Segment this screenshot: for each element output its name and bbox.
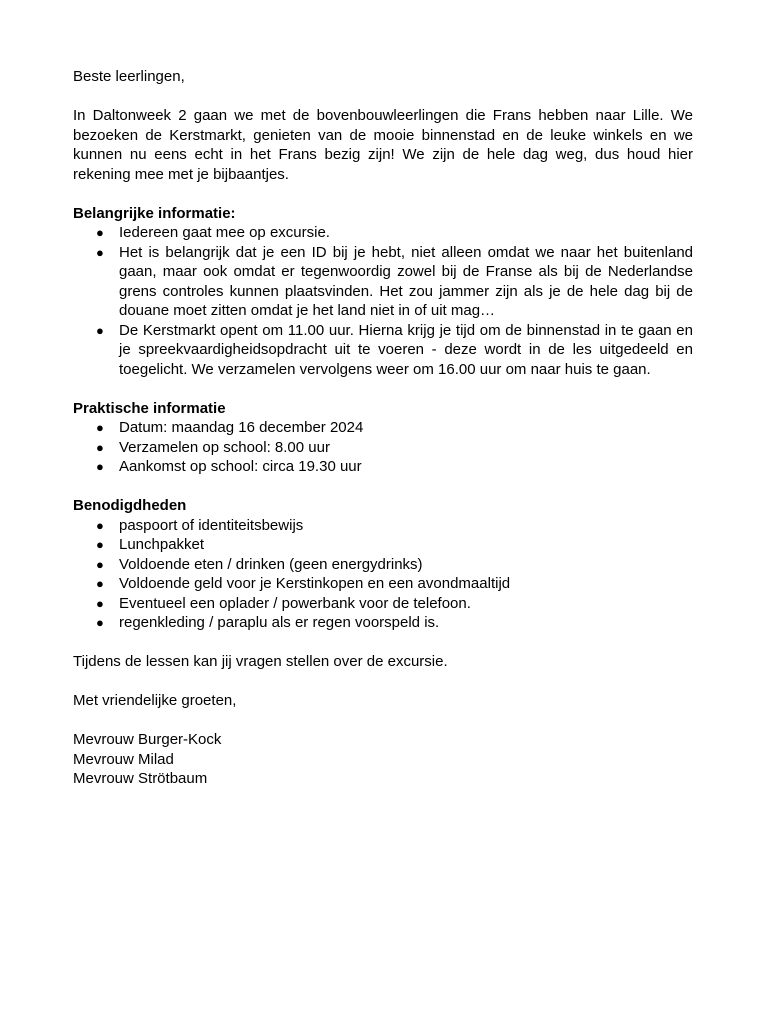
signature-name: Mevrouw Milad (73, 750, 174, 768)
list-item (73, 555, 693, 575)
spacer (73, 633, 693, 653)
greeting: Beste leerlingen, (73, 68, 185, 85)
list-item (73, 243, 693, 321)
list-item (73, 223, 693, 243)
list-item-text: De Kerstmarkt opent om 11.00 uur. Hierna krijg je tijd om de binnenstad in te gaan en je spreekvaardigheidsopdracht uit te voeren - deze wordt in de les uitgedeeld en toegelicht. We verzamelen vervolgens weer om 16.00 uur om naar huis te gaan. (119, 321, 693, 378)
list-item (73, 438, 693, 458)
list-item-text: Lunchpakket (119, 536, 205, 553)
bullet-icon: ● (96, 459, 104, 474)
list-item (73, 535, 693, 555)
spacer (73, 711, 693, 731)
signature-name: Mevrouw Strötbaum (73, 770, 208, 787)
bullet-icon: ● (96, 225, 104, 240)
closing: Met vriendelijke groeten, (73, 692, 237, 709)
list-item-text: Aankomst op school: circa 19.30 uur (119, 458, 362, 475)
practical-info-heading: Praktische informatie (73, 399, 226, 417)
list-item (73, 613, 693, 633)
signature-name: Mevrouw Burger-Kock (73, 731, 222, 748)
spacer (73, 87, 693, 107)
spacer (73, 477, 693, 497)
bullet-icon: ● (96, 244, 104, 260)
bullet-icon: ● (96, 576, 104, 591)
bullet-icon: ● (96, 615, 104, 630)
spacer (73, 184, 693, 204)
questions-note: Tijdens de lessen kan jij vragen stellen over de excursie. (73, 653, 448, 670)
list-item (73, 321, 693, 380)
list-item-text: Voldoende eten / drinken (geen energydrinks) (119, 555, 423, 573)
list-item (73, 418, 693, 438)
bullet-icon: ● (96, 537, 104, 552)
spacer (73, 379, 693, 399)
list-item-text: Eventueel een oplader / powerbank voor de telefoon. (119, 594, 471, 612)
bullet-icon: ● (96, 420, 104, 435)
intro-paragraph: In Daltonweek 2 gaan we met de bovenbouwleerlingen die Frans hebben naar Lille. We bezoeken de Kerstmarkt, genieten van de mooie binnenstad en de leuke winkels en we kunnen nu eens echt in het Frans bezig zijn! We zijn de hele dag weg, dus houd hier rekening mee met je bijbaantjes. (73, 107, 693, 183)
bullet-icon: ● (96, 595, 104, 611)
spacer (73, 672, 693, 692)
list-item-text: Iedereen gaat mee op excursie. (119, 224, 330, 241)
list-item (73, 594, 693, 614)
list-item (73, 516, 693, 536)
list-item-text: regenkleding / paraplu als er regen voorspeld is. (119, 614, 440, 631)
list-item-text: Datum: maandag 16 december 2024 (119, 419, 364, 436)
practical-info-list (73, 418, 693, 477)
bullet-icon: ● (96, 322, 104, 338)
bullet-icon: ● (96, 556, 104, 572)
letter-document (73, 67, 693, 789)
list-item-text: Verzamelen op school: 8.00 uur (119, 438, 330, 456)
list-item (73, 457, 693, 477)
important-info-heading: Belangrijke informatie: (73, 204, 236, 222)
supplies-list (73, 516, 693, 633)
supplies-heading: Benodigdheden (73, 497, 187, 514)
bullet-icon: ● (96, 517, 104, 533)
list-item-text: Voldoende geld voor je Kerstinkopen en een avondmaaltijd (119, 575, 511, 592)
list-item-text: paspoort of identiteitsbewijs (119, 516, 304, 534)
bullet-icon: ● (96, 439, 104, 455)
important-info-list (73, 223, 693, 379)
list-item (73, 574, 693, 594)
list-item-text: Het is belangrijk dat je een ID bij je hebt, niet alleen omdat we naar het buitenland gaan, maar ook omdat er tegenwoordig zowel bij de Franse als bij de Nederlandse grens controles kunnen plaatsvinden. Het zou jammer zijn als je de hele dag bij de douane moet zitten omdat je het land niet in of uit mag… (119, 243, 693, 319)
